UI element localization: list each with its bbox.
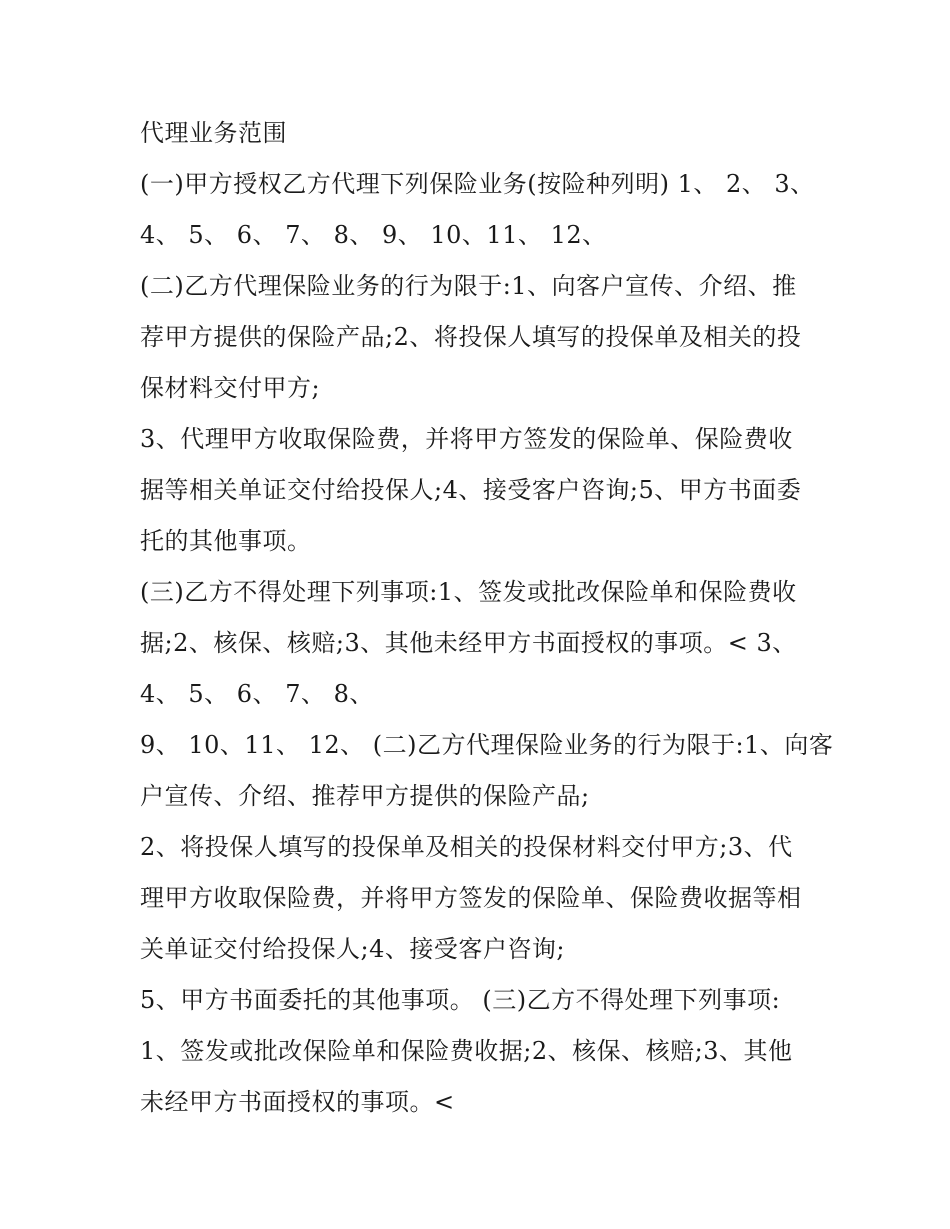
- text-line: 4、 5、 6、 7、 8、 9、 10、11、 12、: [140, 221, 607, 249]
- text-line: 关单证交付给投保人;4、接受客户咨询;: [140, 935, 565, 963]
- text-line: 据;2、核保、核赔;3、其他未经甲方书面授权的事项。< 3、: [140, 629, 797, 657]
- text-line: 户宣传、介绍、推荐甲方提供的保险产品;: [140, 782, 590, 810]
- text-line: 保材料交付甲方;: [140, 374, 321, 402]
- text-line: 9、 10、11、 12、 (二)乙方代理保险业务的行为限于:1、向客: [140, 731, 834, 759]
- text-line: 托的其他事项。: [140, 527, 312, 555]
- text-line: 未经甲方书面授权的事项。<: [140, 1088, 455, 1116]
- text-line: 据等相关单证交付给投保人;4、接受客户咨询;5、甲方书面委: [140, 476, 802, 504]
- text-line: (三)乙方不得处理下列事项:1、签发或批改保险单和保险费收: [140, 578, 797, 606]
- section-heading: 代理业务范围: [140, 119, 287, 147]
- text-line: 1、签发或批改保险单和保险费收据;2、核保、核赔;3、其他: [140, 1037, 793, 1065]
- text-line: (二)乙方代理保险业务的行为限于:1、向客户宣传、介绍、推: [140, 272, 797, 300]
- text-line: 理甲方收取保险费，并将甲方签发的保险单、保险费收据等相: [140, 884, 802, 912]
- text-line: 2、将投保人填写的投保单及相关的投保材料交付甲方;3、代: [140, 833, 793, 861]
- text-line: 3、代理甲方收取保险费，并将甲方签发的保险单、保险费收: [140, 425, 793, 453]
- document-body: [140, 108, 834, 1128]
- text-line: 4、 5、 6、 7、 8、: [140, 680, 374, 708]
- text-line: 荐甲方提供的保险产品;2、将投保人填写的投保单及相关的投: [140, 323, 802, 351]
- text-line: 5、甲方书面委托的其他事项。 (三)乙方不得处理下列事项:: [140, 986, 781, 1014]
- text-line: (一)甲方授权乙方代理下列保险业务(按险种列明) 1、 2、 3、: [140, 170, 815, 198]
